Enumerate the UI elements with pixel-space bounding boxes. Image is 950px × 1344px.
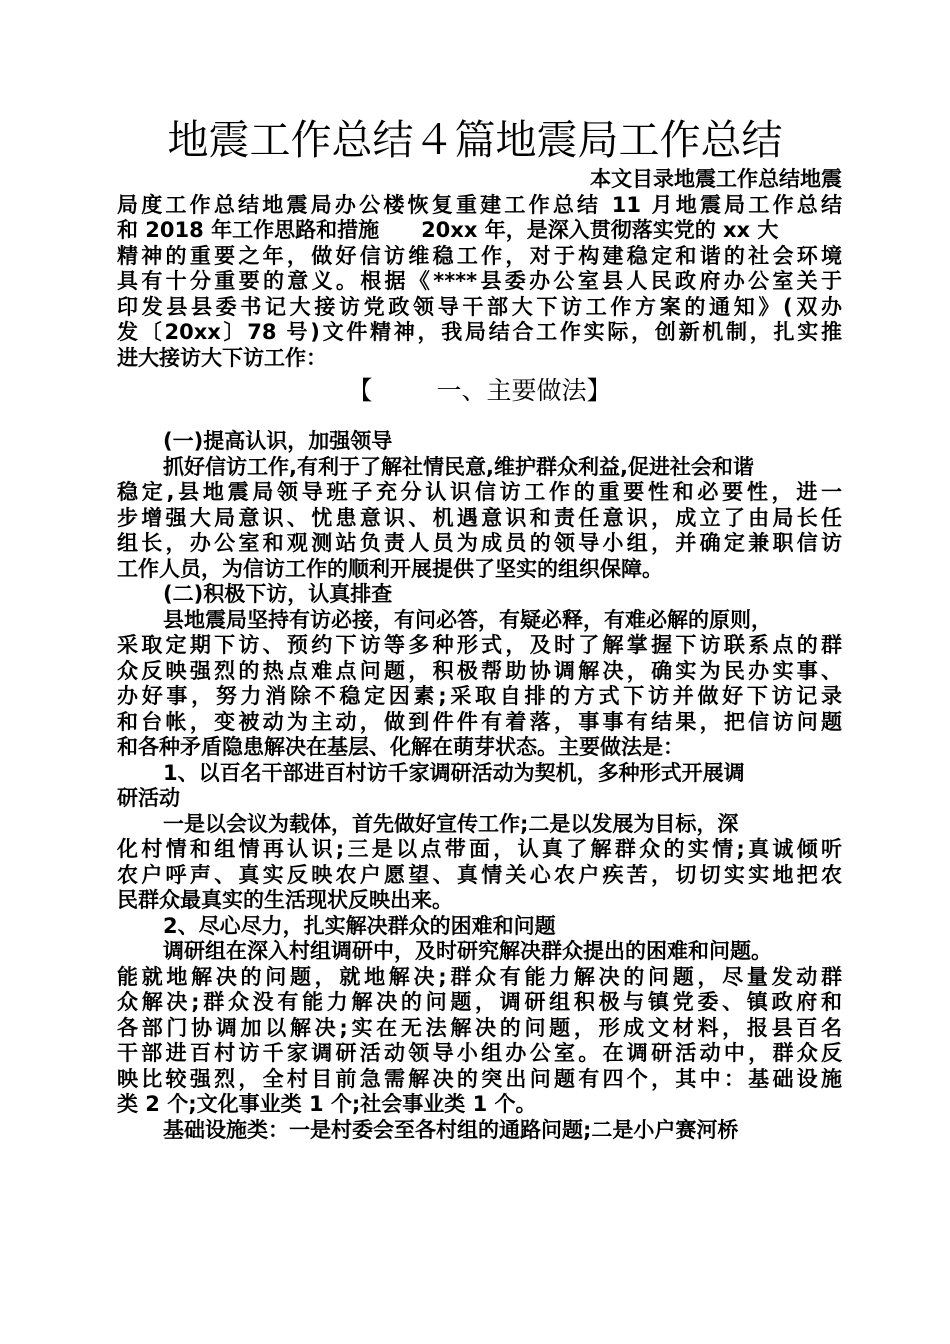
intro-line: 和 2018 年工作思路和措施 20xx 年，是深入贯彻落实党的 xx 大 bbox=[117, 218, 779, 242]
intro-line: 局度工作总结地震局办公楼恢复重建工作总结 11 月地震局工作总结 bbox=[117, 192, 842, 217]
paragraph-line: 基础设施类：一是村委会至各村组的通路问题;二是小户赛河桥 bbox=[163, 1117, 739, 1142]
document-title: 地震工作总结４篇地震局工作总结 bbox=[167, 116, 783, 164]
section-heading-bracket: 【 bbox=[347, 376, 373, 405]
intro-line: 本文目录地震工作总结地震 bbox=[590, 167, 842, 191]
paragraph-line: 能就地解决的问题，就地解决;群众有能力解决的问题，尽量发动群 bbox=[117, 964, 842, 989]
item-heading: 研活动 bbox=[117, 786, 180, 810]
paragraph-line: 干部进百村访千家调研活动领导小组办公室。在调研活动中，群众反 bbox=[117, 1041, 842, 1065]
subsection-heading: (一)提高认识，加强领导 bbox=[163, 429, 393, 453]
paragraph-line: 类 2 个;文化事业类 1 个;社会事业类 1 个。 bbox=[117, 1092, 537, 1116]
paragraph-line: 各部门协调加以解决;实在无法解决的问题，形成文材料，报县百名 bbox=[117, 1015, 842, 1040]
paragraph-line: 工作人员，为信访工作的顺利开展提供了坚实的组织保障。 bbox=[117, 556, 663, 581]
paragraph-line: 县地震局坚持有访必接，有问必答，有疑必释，有难必解的原则， bbox=[163, 607, 772, 632]
paragraph-line: 组长，办公室和观测站负责人员为成员的领导小组，并确定兼职信访 bbox=[117, 531, 842, 555]
intro-line: 进大接访大下访工作： bbox=[117, 345, 327, 370]
item-heading: 2、尽心尽力，扎实解决群众的困难和问题 bbox=[163, 913, 556, 938]
paragraph-line: 一是以会议为载体，首先做好宣传工作;二是以发展为目标，深 bbox=[163, 811, 739, 836]
paragraph-line: 民群众最真实的生活现状反映出来。 bbox=[117, 888, 453, 912]
paragraph-line: 采取定期下访、预约下访等多种形式，及时了解掌握下访联系点的群 bbox=[117, 633, 842, 657]
paragraph-line: 映比较强烈，全村目前急需解决的突出问题有四个，其中：基础设施 bbox=[117, 1066, 842, 1091]
paragraph-line: 和台帐，变被动为主动，做到件件有着落，事事有结果，把信访问题 bbox=[117, 709, 842, 734]
section-heading-text: 一、主要做法】 bbox=[436, 376, 612, 405]
document-body bbox=[117, 167, 842, 1143]
paragraph-line: 化村情和组情再认识;三是以点带面，认真了解群众的实情;真诚倾听 bbox=[117, 837, 842, 861]
paragraph-line: 办好事，努力消除不稳定因素;采取自排的方式下访并做好下访记录 bbox=[117, 684, 842, 708]
paragraph-line: 和各种矛盾隐患解决在基层、化解在萌芽状态。主要做法是： bbox=[117, 735, 684, 759]
paragraph-line: 稳定,县地震局领导班子充分认识信访工作的重要性和必要性，进一 bbox=[117, 480, 842, 504]
intro-line: 发〔20xx〕78 号)文件精神，我局结合工作实际，创新机制，扎实推 bbox=[117, 320, 842, 344]
paragraph-line: 众反映强烈的热点难点问题，积极帮助协调解决，确实为民办实事、 bbox=[117, 658, 842, 683]
paragraph-line: 抓好信访工作,有利于了解社情民意,维护群众利益,促进社会和谐 bbox=[163, 454, 754, 479]
intro-line: 具有十分重要的意义。根据《****县委办公室县人民政府办公室关于 bbox=[117, 269, 842, 293]
paragraph-line: 调研组在深入村组调研中，及时研究解决群众提出的困难和问题。 bbox=[163, 939, 772, 963]
paragraph-line: 农户呼声、真实反映农户愿望、真情关心农户疾苦，切切实实地把农 bbox=[117, 862, 842, 887]
item-heading: 1、以百名干部进百村访千家调研活动为契机，多种形式开展调 bbox=[163, 760, 745, 785]
subsection-heading: (二)积极下访，认真排查 bbox=[163, 582, 393, 606]
paragraph-line: 步增强大局意识、忧患意识、机遇意识和责任意识，成立了由局长任 bbox=[117, 505, 842, 530]
paragraph-line: 众解决;群众没有能力解决的问题，调研组积极与镇党委、镇政府和 bbox=[117, 990, 842, 1014]
section-heading bbox=[117, 374, 842, 418]
intro-line: 精神的重要之年，做好信访维稳工作，对于构建稳定和谐的社会环境 bbox=[117, 243, 842, 268]
intro-line: 印发县县委书记大接访党政领导干部大下访工作方案的通知》(双办 bbox=[117, 294, 842, 319]
